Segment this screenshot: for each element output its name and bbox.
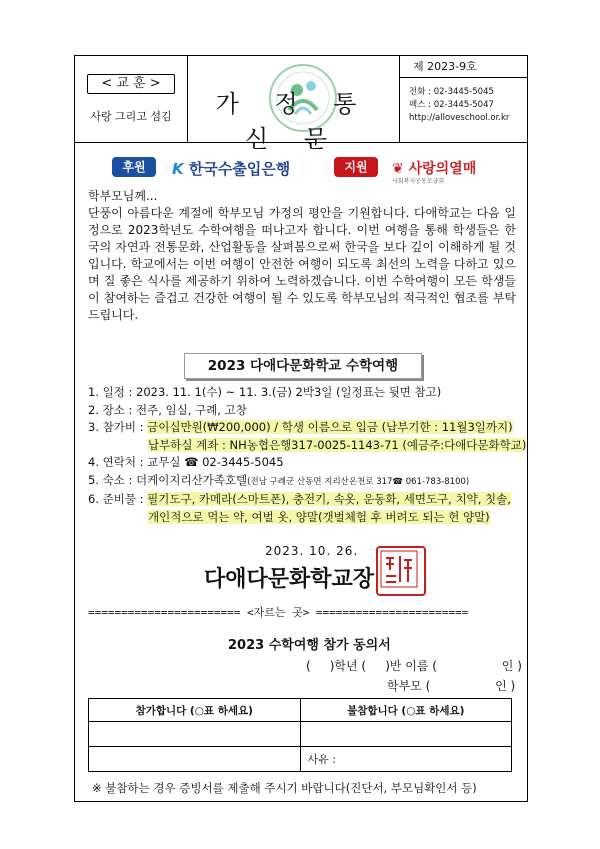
support-subtitle: 사회복지공동모금회 xyxy=(392,178,445,185)
footnote: ※ 불참하는 경우 증빙서를 제출해 주시기 바랍니다(진단서, 부모님확인서 등) xyxy=(92,781,477,795)
sponsor-name: K 한국수출입은행 xyxy=(172,160,291,178)
lodging-address: (전남 구례군 산동면 지리산온천로 317☎ 061-783-8100) xyxy=(247,476,470,487)
trip-details xyxy=(88,384,528,526)
support-tag: 지원 xyxy=(334,157,378,177)
letter-paragraph: 단풍이 아름다운 계절에 학부모님 가정의 평안을 기원합니다. 다애학교는 다음 일정으로 2023학년도 수학여행을 떠나고자 합니다. 이번 여행을 통해 학생들은 한국의 자연과 전통문화, 산업활동을 살펴봄으로써 한국을 보다 깊이 이해하게 될 것입니다. 학교에서는 이번 여행이 안전한 여행이 되도록 최선의 노력을 다하고 있으며 질 좋은 식사를 제공하기 위하여 노력하겠습니다. 이번 수학여행이 모든 학생들이 참여하는 즐겁고 건강한 여행이 될 수 있도록 학부모님의 적극적인 협조를 부탁드립니다. xyxy=(88,206,516,322)
header xyxy=(75,56,527,153)
consent-title: 2023 수학여행 참가 동의서 xyxy=(228,638,391,653)
fruit-logo-icon: ❦ xyxy=(392,161,404,177)
attend-cell-2[interactable] xyxy=(89,747,301,772)
page-title: 가 정 통 신 문 xyxy=(215,90,371,153)
cut-line: ======================= <자르는 곳> ======================= xyxy=(88,606,469,619)
eximbank-logo-icon: K xyxy=(172,160,184,178)
parent-line: 학부모 ( 인 ) xyxy=(387,679,516,693)
letter-body xyxy=(88,188,516,324)
attend-cell[interactable] xyxy=(89,722,301,747)
principal-seal-icon xyxy=(376,546,426,596)
fee-value: 금이십만원(₩200,000) / 학생 이름으로 입금 (납부기한 : 11월3일까지) xyxy=(147,420,513,434)
consent-table xyxy=(88,698,512,772)
issue-date: 2023. 10. 26. xyxy=(265,544,359,558)
items-row: 6. 준비물 : 필기도구, 카메라(스마트폰), 충전기, 속옷, 운동화, 세면도구, 치약, 칫솔, xyxy=(88,492,511,506)
seal-graphic xyxy=(378,548,420,590)
absent-cell[interactable] xyxy=(300,722,512,747)
items-row-2: 개인적으로 먹는 약, 여벌 옷, 양말(갯벌체험 후 버려도 되는 헌 양말) xyxy=(148,509,490,524)
school-signature: 다애다문화학교장 xyxy=(204,567,375,592)
phone: 전화 : 02-3445-5045 xyxy=(409,87,494,97)
attend-header: 참가합니다 (○표 하세요) xyxy=(89,699,301,722)
contact-row: 4. 연락처 : 교무실 ☎ 02-3445-5045 xyxy=(88,455,284,469)
account-row: 납부하실 계좌 : NH농협은행317-0025-1143-71 (예금주:다애다문화학교) xyxy=(148,437,527,452)
website-link[interactable]: http://alloveschool.or.kr xyxy=(409,113,510,123)
place-row: 2. 장소 : 전주, 임실, 구례, 고창 xyxy=(88,402,247,417)
title-cell xyxy=(187,56,400,153)
student-line: ( )학년 ( )반 이름 ( 인 ) xyxy=(306,659,522,673)
fax: 팩스 : 02-3445-5047 xyxy=(409,100,494,110)
greeting: 학부모님께... xyxy=(88,189,158,203)
motto: 사랑 그리고 섬김 xyxy=(90,110,172,123)
support-name: ❦ 사랑의열매 사회복지공동모금회 xyxy=(392,161,477,185)
contact-info xyxy=(409,86,509,125)
lodging-row: 5. 숙소 : 더케이지리산가족호텔(전남 구례군 산동면 지리산온천로 317☎ 061-783-8100) xyxy=(88,472,470,487)
schedule-row: 1. 일정 : 2023. 11. 1(수) ~ 11. 3.(금) 2박3일 (일정표는 뒷면 참고) xyxy=(88,385,442,399)
reason-label: 사유 : xyxy=(307,753,336,766)
fee-row: 3. 참가비 : 금이십만원(₩200,000) / 학생 이름으로 입금 (납부기한 : 11월3일까지) xyxy=(88,420,513,434)
trip-title: 2023 다애다문화학교 수학여행 xyxy=(184,353,422,379)
issue-number: 제 2023-9호 xyxy=(399,56,527,78)
motto-heading: < 교 훈 > xyxy=(87,74,175,94)
issue-cell xyxy=(399,56,527,142)
motto-cell xyxy=(75,56,188,142)
reason-cell[interactable] xyxy=(300,747,512,772)
absent-header: 불참합니다 (○표 하세요) xyxy=(300,699,512,722)
sponsor-tag: 후원 xyxy=(112,157,156,177)
